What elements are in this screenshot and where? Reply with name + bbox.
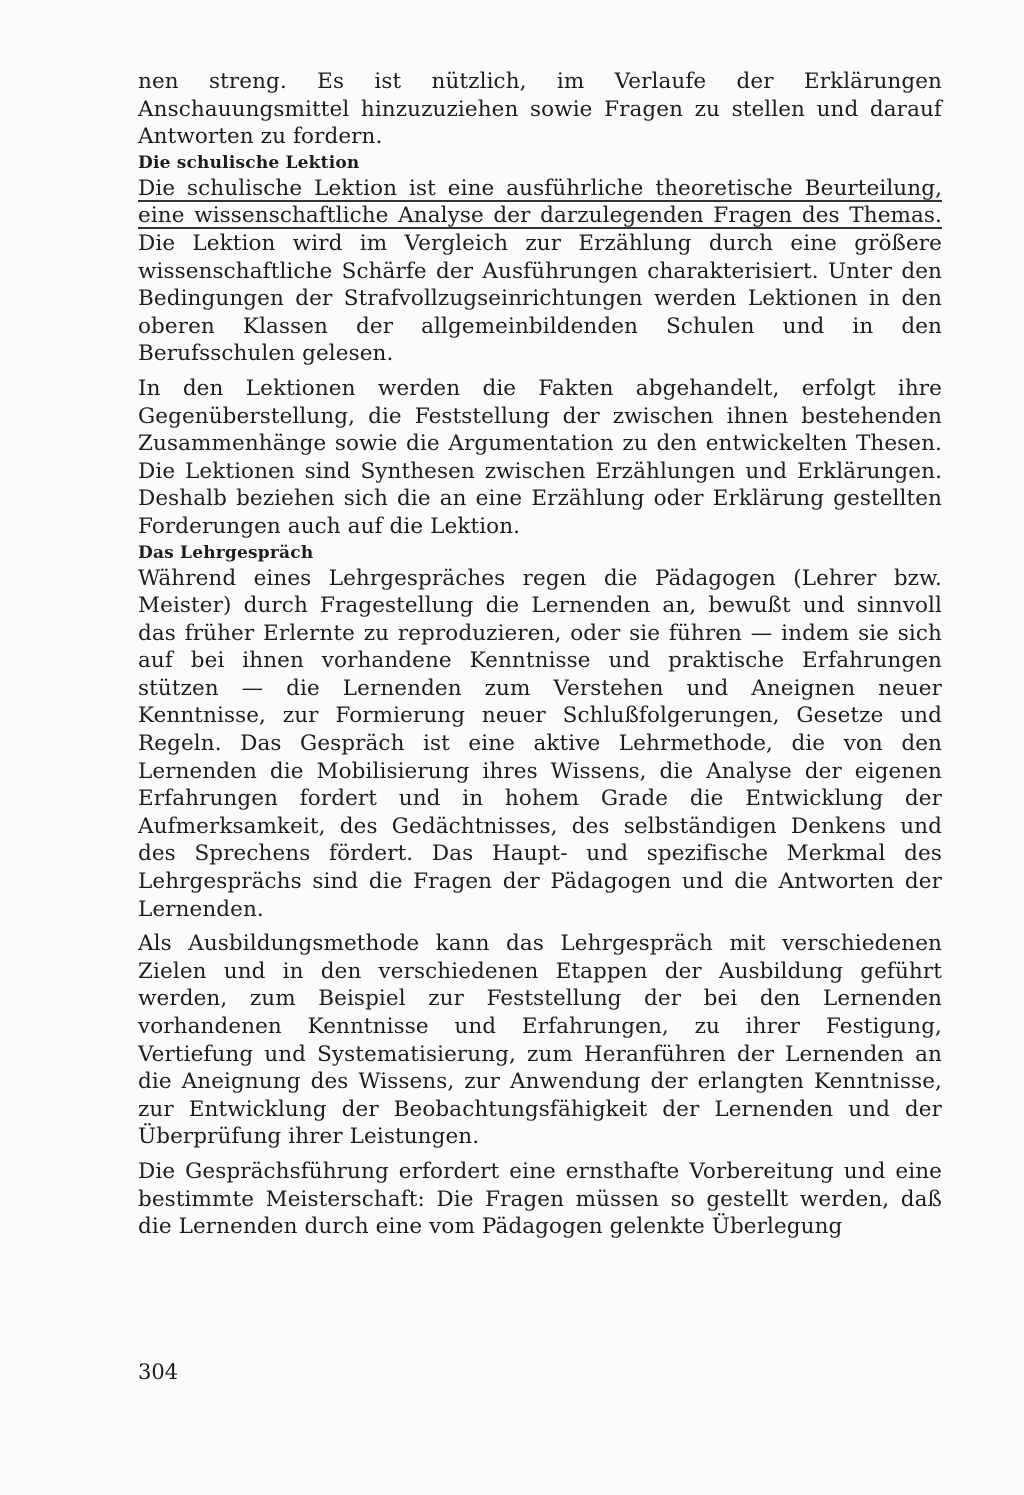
continuation-paragraph: nen streng. Es ist nützlich, im Verlaufe der Erklärungen Anschauungsmittel hinzuzuziehen sowie Fragen zu stellen und darauf Antworten zu fordern. — [138, 69, 942, 150]
lehrgespraech-paragraph-3: Die Gesprächsführung erfordert eine ernsthafte Vorbereitung und eine bestimmte Meisterschaft: Die Fragen müssen so gestellt werden, daß die Lernenden durch eine vom Pädagogen gelenkte Überlegung — [138, 1158, 942, 1240]
page-body — [138, 68, 942, 1241]
page-number: 304 — [138, 1360, 179, 1384]
lektion-paragraph-2: In den Lektionen werden die Fakten abgehandelt, erfolgt ihre Gegenüberstellung, die Feststellung der zwischen ihnen bestehenden Zusammenhänge sowie die Argumentation zu den entwickelten Thesen. Die Lektionen sind Synthesen zwischen Erzählungen und Erklärungen. Deshalb beziehen sich die an eine Erzählung oder Erklärung gestellten Forderungen auch auf die Lektion. — [138, 375, 942, 539]
section-heading-lehrgespraech: Das Lehrgespräch — [138, 542, 314, 563]
lehrgespraech-paragraph-2: Als Ausbildungsmethode kann das Lehrgespräch mit verschiedenen Zielen und in den verschiedenen Etappen der Ausbildung geführt werden, zum Beispiel zur Feststellung der bei den Lernenden vorhandenen Kenntnisse und Erfahrungen, zu ihrer Festigung, Vertiefung und Systematisierung, zum Heranführen der Lernenden an die Aneignung des Wissens, zur Anwendung der erlangten Kenntnisse, zur Entwicklung der Beobachtungsfähigkeit der Lernenden und der Überprüfung ihrer Leistungen. — [138, 931, 942, 1150]
underlined-definition: Die schulische Lektion ist eine ausführliche theoretische Beurteilung, eine wissenschaftliche Analyse der darzulegenden Fragen des Themas. — [138, 175, 942, 229]
section-heading-lektion: Die schulische Lektion — [138, 152, 360, 173]
lektion-paragraph-1-rest: Die Lektion wird im Vergleich zur Erzählung durch eine größere wissenschaftliche Schärfe der Ausführungen charakterisiert. Unter den Bedingungen der Strafvollzugseinrichtungen werden Lektionen in den oberen Klassen der allgemeinbildenden Schulen und in den Berufsschulen gelesen. — [138, 230, 942, 367]
lehrgespraech-paragraph-1: Während eines Lehrgespräches regen die Pädagogen (Lehrer bzw. Meister) durch Fragestellung die Lernenden an, bewußt und sinnvoll das früher Erlernte zu reproduzieren, oder sie führen — indem sie sich auf bei ihnen vorhandene Kenntnisse und praktische Erfahrungen stützen — die Lernenden zum Verstehen und Aneignen neuer Kenntnisse, zur Formierung neuer Schlußfolgerungen, Gesetze und Regeln. Das Gespräch ist eine aktive Lehrmethode, die von den Lernenden die Mobilisierung ihres Wissens, die Analyse der eigenen Erfahrungen fordert und in hohem Grade die Entwicklung der Aufmerksamkeit, des Gedächtnisses, des selbständigen Denkens und des Sprechens fördert. Das Haupt- und spezifische Merkmal des Lehrgesprächs sind die Fragen der Pädagogen und die Antworten der Lernenden. — [138, 565, 942, 922]
lektion-paragraph-1 — [138, 175, 942, 368]
